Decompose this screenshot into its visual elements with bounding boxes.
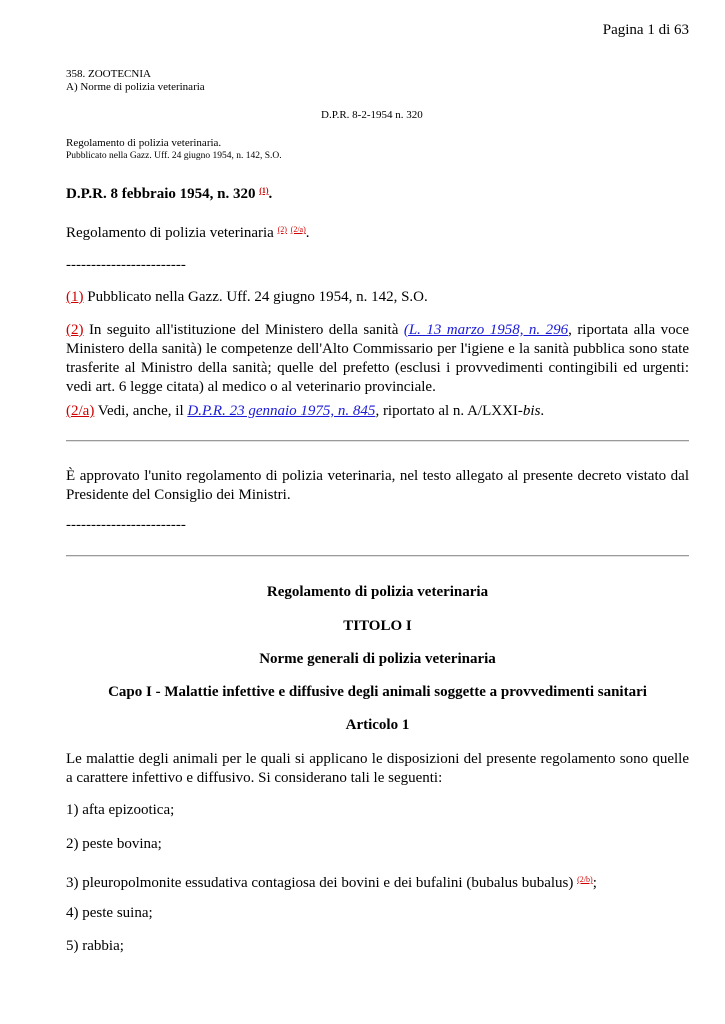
titolo-subheading: Norme generali di polizia veterinaria (259, 651, 496, 667)
footnote-2a-text-a: Vedi, anche, il (94, 403, 188, 419)
page-number: Pagina 1 di 63 (602, 22, 689, 38)
separator-line-1: ------------------------ (66, 257, 186, 273)
footnote-link-2[interactable]: (2) (277, 225, 287, 234)
document-summary (66, 137, 689, 162)
decree-title-text: D.P.R. 8 febbraio 1954, n. 320 (66, 186, 256, 202)
list-item-4: 4) peste suina; (66, 905, 153, 921)
decree-subtitle-end: . (305, 225, 310, 241)
footnote-mark-1[interactable]: (1) (66, 289, 84, 305)
capo-heading: Capo I - Malattie infettive e diffusive degli animali soggette a provvedimenti sanitari (108, 684, 647, 700)
footnote-2 (66, 321, 689, 397)
footnote-mark-2a[interactable]: (2/a) (66, 403, 95, 419)
list-item-3-text: 3) pleuropolmonite essudativa contagiosa dei bovini e dei bufalini (bubalus bubalus) (66, 875, 574, 891)
law-link-1958[interactable]: (L. 13 marzo 1958, n. 296 (403, 322, 569, 338)
approval-paragraph: È approvato l'unito regolamento di polizia veterinaria, nel testo allegato al presente decreto vistato dal Presidente del Consiglio dei Ministri. (66, 468, 689, 503)
horizontal-rule-2 (66, 555, 689, 557)
section-header (66, 68, 689, 94)
article-intro: Le malattie degli animali per le quali si applicano le disposizioni del presente regolamento sono quelle a carattere infettivo e diffusivo. Si considerano tali le seguenti: (66, 751, 689, 786)
footnote-link-2a[interactable]: (2/a) (290, 225, 306, 234)
separator-line-2: ------------------------ (66, 517, 186, 533)
list-item-5: 5) rabbia; (66, 938, 124, 954)
document-title-small: Regolamento di polizia veterinaria. (66, 137, 222, 149)
decree-subtitle (66, 220, 689, 243)
section-subtitle: A) Norme di polizia veterinaria (66, 81, 205, 93)
decree-title-end: . (268, 186, 273, 202)
footnote-2a-end: . (540, 403, 545, 419)
footnote-2a-italic: bis (522, 403, 541, 419)
list-item-3-end: ; (592, 875, 597, 891)
footnote-1 (66, 288, 689, 307)
footnote-mark-2[interactable]: (2) (66, 322, 84, 338)
dpr-link-1975[interactable]: D.P.R. 23 gennaio 1975, n. 845 (187, 403, 376, 419)
decree-subtitle-text: Regolamento di polizia veterinaria (66, 225, 274, 241)
list-item-2: 2) peste bovina; (66, 836, 162, 852)
footnote-2-text-b: , riportata alla voce Ministero della sanità) le competenze dell'Alto Commissario per l'igiene e la sanità pubblica sono state trasferite al Ministro della sanità; quelle del prefetto (esclusi i provvedimenti contingibili ed urgenti: vedi art. 6 legge citata) al medico o al veterinario provinciale. (66, 322, 689, 395)
footnote-link-2b[interactable]: (2/b) (577, 875, 593, 884)
horizontal-rule-1 (66, 440, 689, 442)
document-publication: Pubblicato nella Gazz. Uff. 24 giugno 1954, n. 142, S.O. (66, 151, 282, 161)
footnote-1-text: Pubblicato nella Gazz. Uff. 24 giugno 1954, n. 142, S.O. (83, 289, 428, 305)
list-item-1: 1) afta epizootica; (66, 802, 175, 818)
titolo-heading: TITOLO I (343, 618, 412, 634)
list-item-3 (66, 870, 689, 893)
decree-title (66, 181, 689, 204)
article-heading: Articolo 1 (345, 717, 410, 733)
section-code: 358. ZOOTECNIA (66, 68, 151, 80)
footnote-2a-text-b: , riportato al n. A/LXXI- (375, 403, 523, 419)
footnote-2a (66, 402, 689, 421)
footnote-link-1[interactable]: (1) (259, 186, 269, 195)
document-reference: D.P.R. 8-2-1954 n. 320 (321, 109, 423, 121)
regulation-title: Regolamento di polizia veterinaria (266, 584, 489, 600)
footnote-2-text-a: In seguito all'istituzione del Ministero della sanità (83, 322, 404, 338)
